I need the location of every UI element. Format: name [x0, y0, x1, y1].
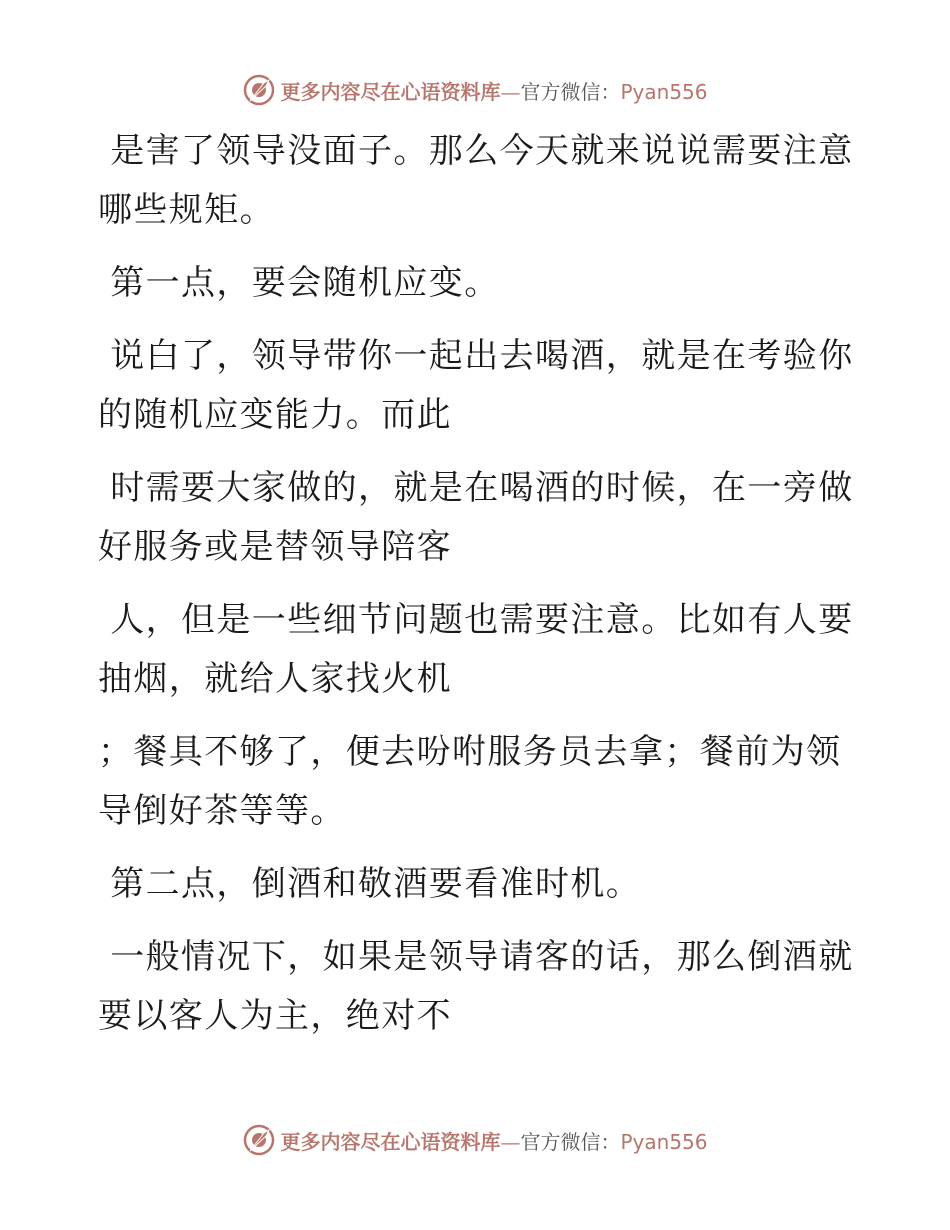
- paragraph: 是害了领导没面子。那么今天就来说说需要注意 哪些规矩。: [98, 131, 854, 230]
- pen-nib-logo-icon: [242, 73, 276, 107]
- paragraph: 第一点，要会随机应变。: [98, 263, 500, 303]
- paragraph: 时需要大家做的，就是在喝酒的时候，在一旁做 好服务或是替领导陪客: [98, 468, 854, 567]
- banner-brand: 更多内容尽在心语资料库: [280, 79, 501, 104]
- paragraph: 第二点，倒酒和敬酒要看准时机。: [98, 864, 642, 904]
- paragraph: 一般情况下，如果是领导请客的话，那么倒酒就 要以客人为主，绝对不: [98, 937, 854, 1036]
- header-banner: [0, 70, 950, 110]
- paragraph: 说白了，领导带你一起出去喝酒，就是在考验你 的随机应变能力。而此: [98, 336, 854, 435]
- banner-separator: —: [500, 1129, 521, 1154]
- banner-official-label: 官方微信：: [520, 79, 621, 104]
- banner-text: [280, 76, 707, 105]
- banner-official-label: 官方微信：: [520, 1129, 621, 1154]
- banner-text: [280, 1126, 707, 1155]
- pen-nib-logo-icon: [242, 1123, 276, 1157]
- footer-banner: [0, 1120, 950, 1160]
- document-body: [98, 122, 854, 1060]
- banner-wechat-id: Pyan556: [620, 1129, 708, 1154]
- banner-separator: —: [500, 79, 521, 104]
- paragraph: 人，但是一些细节问题也需要注意。比如有人要 抽烟，就给人家找火机: [98, 600, 854, 699]
- banner-brand: 更多内容尽在心语资料库: [280, 1129, 501, 1154]
- paragraph: ；餐具不够了，便去吩咐服务员去拿；餐前为领 导倒好茶等等。: [98, 732, 842, 831]
- banner-wechat-id: Pyan556: [620, 79, 708, 104]
